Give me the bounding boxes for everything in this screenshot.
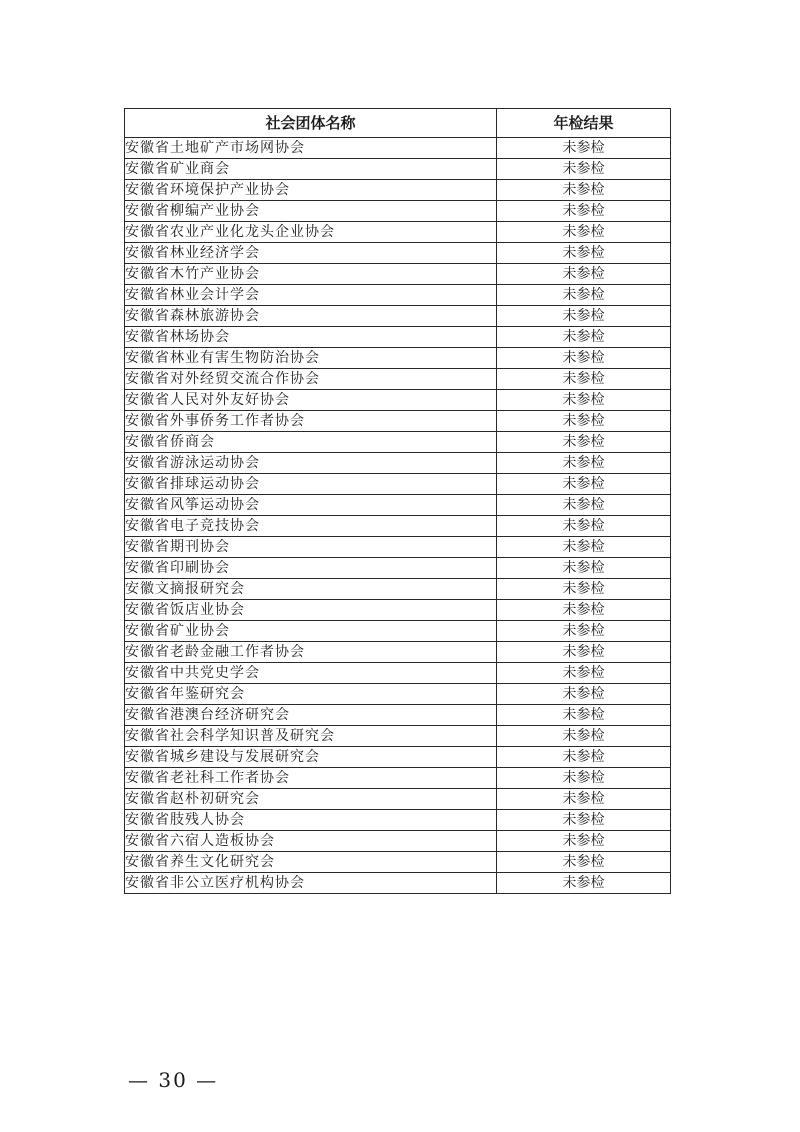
organization-name-cell: 安徽省期刊协会 <box>125 537 497 558</box>
organization-name-cell: 安徽省林业有害生物防治协会 <box>125 348 497 369</box>
header-inspection-result: 年检结果 <box>497 109 671 138</box>
inspection-result-cell: 未参检 <box>497 579 671 600</box>
inspection-result-cell: 未参检 <box>497 495 671 516</box>
table-row <box>125 537 671 558</box>
table-row <box>125 453 671 474</box>
table-row <box>125 747 671 768</box>
organization-name-cell: 安徽省游泳运动协会 <box>125 453 497 474</box>
organization-name-cell: 安徽省对外经贸交流合作协会 <box>125 369 497 390</box>
inspection-result-cell: 未参检 <box>497 747 671 768</box>
inspection-result-cell: 未参检 <box>497 516 671 537</box>
table-row <box>125 558 671 579</box>
table-header-row <box>125 109 671 138</box>
table-row <box>125 768 671 789</box>
table-row <box>125 789 671 810</box>
inspection-result-cell: 未参检 <box>497 726 671 747</box>
inspection-result-cell: 未参检 <box>497 873 671 894</box>
organization-name-cell: 安徽省林业经济学会 <box>125 243 497 264</box>
inspection-result-cell: 未参检 <box>497 663 671 684</box>
organization-name-cell: 安徽省风筝运动协会 <box>125 495 497 516</box>
table-row <box>125 369 671 390</box>
inspection-result-cell: 未参检 <box>497 159 671 180</box>
table-row <box>125 306 671 327</box>
inspection-result-cell: 未参检 <box>497 642 671 663</box>
organization-name-cell: 安徽省环境保护产业协会 <box>125 180 497 201</box>
table-row <box>125 327 671 348</box>
organization-name-cell: 安徽省中共党史学会 <box>125 663 497 684</box>
table-row <box>125 684 671 705</box>
organization-name-cell: 安徽省人民对外友好协会 <box>125 390 497 411</box>
table-row <box>125 810 671 831</box>
organization-name-cell: 安徽省非公立医疗机构协会 <box>125 873 497 894</box>
table-row <box>125 495 671 516</box>
organization-name-cell: 安徽省矿业协会 <box>125 621 497 642</box>
inspection-result-cell: 未参检 <box>497 768 671 789</box>
inspection-result-cell: 未参检 <box>497 537 671 558</box>
inspection-result-cell: 未参检 <box>497 810 671 831</box>
inspection-result-cell: 未参检 <box>497 222 671 243</box>
table-row <box>125 516 671 537</box>
inspection-result-cell: 未参检 <box>497 201 671 222</box>
table-row <box>125 348 671 369</box>
organization-name-cell: 安徽省林场协会 <box>125 327 497 348</box>
table-row <box>125 285 671 306</box>
inspection-result-cell: 未参检 <box>497 474 671 495</box>
inspection-result-cell: 未参检 <box>497 180 671 201</box>
inspection-result-cell: 未参检 <box>497 831 671 852</box>
table-row <box>125 873 671 894</box>
organization-name-cell: 安徽省外事侨务工作者协会 <box>125 411 497 432</box>
table-row <box>125 642 671 663</box>
table-body <box>125 138 671 894</box>
inspection-result-cell: 未参检 <box>497 369 671 390</box>
organization-name-cell: 安徽省土地矿产市场网协会 <box>125 138 497 159</box>
inspection-result-cell: 未参检 <box>497 138 671 159</box>
inspection-result-cell: 未参检 <box>497 621 671 642</box>
organization-name-cell: 安徽省农业产业化龙头企业协会 <box>125 222 497 243</box>
table-row <box>125 201 671 222</box>
table-row <box>125 243 671 264</box>
organization-name-cell: 安徽省养生文化研究会 <box>125 852 497 873</box>
organization-name-cell: 安徽省城乡建设与发展研究会 <box>125 747 497 768</box>
table-row <box>125 831 671 852</box>
inspection-result-cell: 未参检 <box>497 432 671 453</box>
table-row <box>125 579 671 600</box>
organization-name-cell: 安徽省森林旅游协会 <box>125 306 497 327</box>
table-row <box>125 474 671 495</box>
organization-name-cell: 安徽省老社科工作者协会 <box>125 768 497 789</box>
organization-name-cell: 安徽省港澳台经济研究会 <box>125 705 497 726</box>
table-row <box>125 432 671 453</box>
inspection-result-cell: 未参检 <box>497 852 671 873</box>
organization-name-cell: 安徽省排球运动协会 <box>125 474 497 495</box>
inspection-result-cell: 未参检 <box>497 264 671 285</box>
organization-name-cell: 安徽省侨商会 <box>125 432 497 453</box>
inspection-result-cell: 未参检 <box>497 705 671 726</box>
organization-name-cell: 安徽省社会科学知识普及研究会 <box>125 726 497 747</box>
inspection-result-cell: 未参检 <box>497 411 671 432</box>
organization-name-cell: 安徽省林业会计学会 <box>125 285 497 306</box>
table-row <box>125 705 671 726</box>
table-row <box>125 222 671 243</box>
inspection-result-cell: 未参检 <box>497 558 671 579</box>
table-row <box>125 621 671 642</box>
organization-name-cell: 安徽省木竹产业协会 <box>125 264 497 285</box>
inspection-result-cell: 未参检 <box>497 306 671 327</box>
table-row <box>125 138 671 159</box>
inspection-result-cell: 未参检 <box>497 453 671 474</box>
inspection-result-cell: 未参检 <box>497 285 671 306</box>
table-row <box>125 180 671 201</box>
organization-name-cell: 安徽省老龄金融工作者协会 <box>125 642 497 663</box>
table-row <box>125 600 671 621</box>
table-row <box>125 852 671 873</box>
table-row <box>125 663 671 684</box>
page-number: — 30 — <box>128 1068 219 1092</box>
organization-name-cell: 安徽省柳编产业协会 <box>125 201 497 222</box>
inspection-result-cell: 未参检 <box>497 600 671 621</box>
table-row <box>125 726 671 747</box>
annual-inspection-table <box>124 108 671 894</box>
organization-name-cell: 安徽省电子竞技协会 <box>125 516 497 537</box>
inspection-result-cell: 未参检 <box>497 789 671 810</box>
inspection-result-cell: 未参检 <box>497 327 671 348</box>
table-row <box>125 411 671 432</box>
organization-name-cell: 安徽省六宿人造板协会 <box>125 831 497 852</box>
inspection-result-cell: 未参检 <box>497 684 671 705</box>
organization-name-cell: 安徽省印刷协会 <box>125 558 497 579</box>
inspection-result-cell: 未参检 <box>497 243 671 264</box>
organization-name-cell: 安徽省饭店业协会 <box>125 600 497 621</box>
organization-name-cell: 安徽省肢残人协会 <box>125 810 497 831</box>
inspection-result-cell: 未参检 <box>497 348 671 369</box>
organization-name-cell: 安徽省矿业商会 <box>125 159 497 180</box>
organization-name-cell: 安徽省年鉴研究会 <box>125 684 497 705</box>
table-row <box>125 159 671 180</box>
table-row <box>125 264 671 285</box>
table-row <box>125 390 671 411</box>
inspection-result-cell: 未参检 <box>497 390 671 411</box>
organization-name-cell: 安徽文摘报研究会 <box>125 579 497 600</box>
organization-name-cell: 安徽省赵朴初研究会 <box>125 789 497 810</box>
document-table-container <box>124 108 670 894</box>
header-organization-name: 社会团体名称 <box>125 109 497 138</box>
